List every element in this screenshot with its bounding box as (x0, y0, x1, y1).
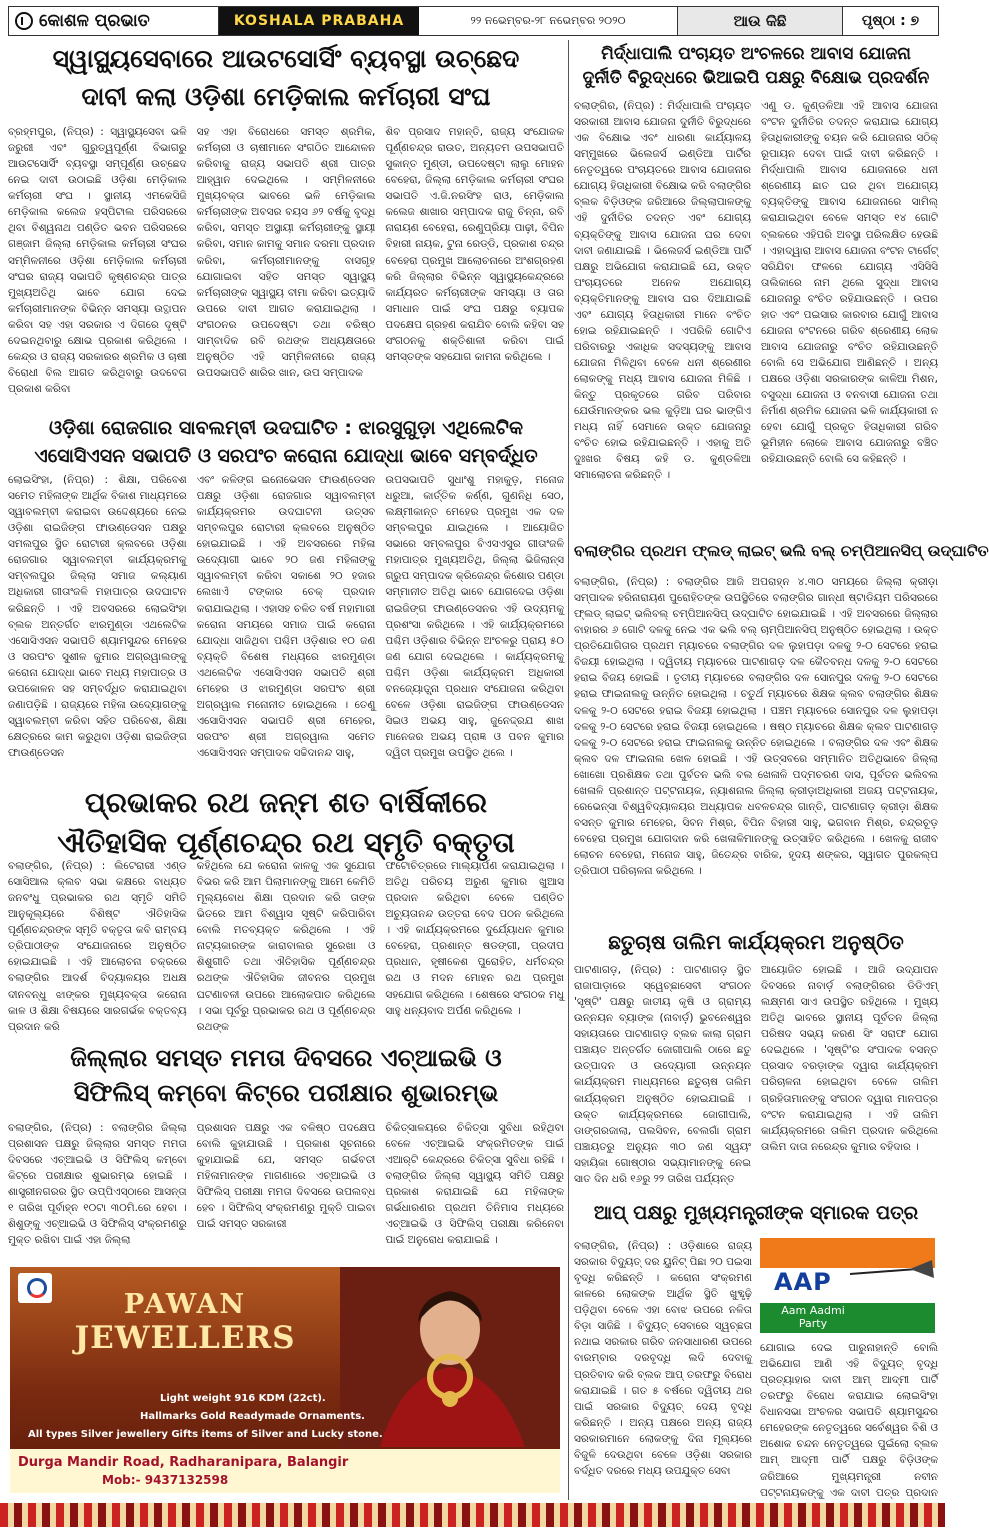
article-a6-body (574, 574, 938, 920)
article-a1-body (8, 124, 564, 409)
article-column: ଫଟୋଚିତ୍ରରେ ମାଲ୍ୟାର୍ପଣ କରାଯାଇଥିଲା । ଅତିଥି ପରିଚୟ ଅରୁଣ କୁମାର ଖୁଆସ ପ୍ରଦାନ କରିଥିବା ବେଳେ ପଣ୍ଡିତ ଅଚ୍ୟୁତାନନ୍ଦ ଉତ୍ତରା ବେଦ ପଠନ କରିଥିଲେ । ଏହି କାର୍ଯ୍ୟକ୍ରମରେ ଦୁର୍ଯ୍ୟୋଧନ କୁମାର ବେହେରା, ପ୍ରଶାନ୍ତ ଷଡଙ୍ଗୀ, ପ୍ରଦୀପ ପ୍ରଧାନ, ହୃଷୀକେଶ ପୁରୋହିତ, ଧର୍ମଚନ୍ଦ୍ର ରଥ ଓ ମଦନ ମୋହନ ରଥ ପ୍ରମୁଖ ସହଯୋଗ କରିଥିଲେ । ଶେଷରେ ସଂଗଠକ ମଧୁ ସାହୁ ଧନ୍ୟବାଦ ଅର୍ପଣ କରିଥିଲେ । (385, 860, 565, 1017)
headline-line: ଏସୋସିଏସନ ସଭାପତି ଓ ସରପଂଚ କରୋନା ଯୋଦ୍ଧା ଭାବେ ସମ୍ବର୍ଦ୍ଧିତ (34, 444, 538, 467)
article-column: ସହ ଏହା ବିରୋଧରେ ସମସ୍ତ ଶ୍ରମିକ, କର୍ମଚାରୀ ଓ ଚାଷୀମାନେ ସଂଗଠିତ ଆନ୍ଦୋଳନ କରିବାକୁ ରାଜ୍ୟ ସଭାପତି ଶ୍ରୀ ପାତ୍ର ଆହ୍ୱାନ ଦେଇଥିଲେ । ସମ୍ମିଳନୀରେ ମୁଖ୍ୟବକ୍ତା ଭାବରେ ଭଳି ମେଡ଼ିକାଲ କର୍ମଚାରୀଙ୍କ ଅବସର ବୟସ ୬୨ ବର୍ଷକୁ ବୃଦ୍ଧି କରିବା, ସମସ୍ତ ଅସ୍ଥାୟୀ କର୍ମଚାରୀଙ୍କୁ ସ୍ଥାୟୀ କରିବା, ସମାନ କାମକୁ ସମାନ ଦରମା ପ୍ରଦାନ କରିବା, କର୍ମଚାରୀମାନଙ୍କୁ ବାସଗୃହ ଯୋଗାଇବା ସହିତ ସମସ୍ତ ସ୍ୱାସ୍ଥ୍ୟ କର୍ମଚାରୀଙ୍କ ସ୍ୱାସ୍ଥ୍ୟ ବୀମା କରିବା ଇତ୍ୟାଦି ଉପରେ ଦାବୀ ଆଗତ କରାଯାଇଥିଲା । ସଂଗଠନର ଉପଦେଷ୍ଟା ତଥା ବରିଷ୍ଠ ସାମ୍ବାଦିକ ରବି ରଥଙ୍କ ଅଧ୍ୟକ୍ଷତାରେ ଅନୁଷ୍ଠିତ ଏହି ସମ୍ମିଳନୀରେ ରାଜ୍ୟ ଉପସଭାପତି ଶାରିର ଖାନ, ଉପ ସମ୍ପାଦକ (196, 126, 376, 379)
headline-line: ମିର୍ଦ୍ଧାପାଲି ପଂଚାୟତ ଅଂଚଳରେ ଆବାସ ଯୋଜନା (601, 44, 911, 64)
article-column: ବଲାଙ୍ଗିର, (ନିପ୍ର) : ବଲାଙ୍ଗିର ଜିଲ୍ଲା ପ୍ରଶାସନ ପକ୍ଷରୁ ଜିଲ୍ଲାର ସମସ୍ତ ମମତା ଦିବସରେ ଏଚ୍‌ଆଇଭି ଓ ସିଫିଲିସ୍ କମ୍ବୋ କିଟ୍‌ରେ ପରୀକ୍ଷାର ଶୁଭାରମ୍ଭ ହୋଇଛି । ଶାସ୍ତ୍ରୀନଗରର ସ୍ଥିତ ଉପ୍ପିଏସ୍‌ଠାରେ ଆସନ୍ତା ୧ ତାରିଖ ପୂର୍ବାହ୍ନ ୧୦ଟା ୩୦ମି.ରେ ହେବା । ଶିଶୁଙ୍କୁ ଏଚ୍‌ଆଇଭି ଓ ସିଫିଲିସ୍ ସଂକ୍ରମଣରୁ ମୁକ୍ତ ରଖିବା ପାଇଁ ଏହା ଜିଲ୍ଲା (8, 1122, 187, 1247)
decorative-border (0, 1503, 945, 1527)
headline-a3 (8, 786, 564, 859)
article-column: ବଲାଙ୍ଗିର, (ନିପ୍ର) : ଓଡ଼ିଶାରେ ରାଜ୍ୟ ସରକାର ବିଦ୍ୟୁତ୍ ଦର ୟୁନିଟ୍ ପିଛା ୨୦ ପଇସା ବୃଦ୍ଧି କରିଛନ୍ତି । କରୋନା ସଂକ୍ରମଣ କାଳରେ ଲୋକଙ୍କ ଆର୍ଥିକ ସ୍ଥିତି ଖୁବ୍ଦୃଢ଼ି ପଡ଼ିଥିବା ବେଳେ ଏହା ବୋଝ ଉପରେ ନଳିତା ବିଡ଼ା ସାଜିଛି । ବିଦ୍ୟୁତ୍ ସେବାରେ ସ୍ୱଚ୍ଛତା ନଥାଇ ସରକାର ଗରିବ ଜନସାଧାରଣ ଉପରେ ବାରମ୍ବାର ଦରବୃଦ୍ଧି ଲଦି ଦେବାକୁ ପ୍ରତିବାଦ କରି ବ୍ଲକ ଆପ୍ ତରଫରୁ ବିରୋଧ କରାଯାଇଛି । ଗତ ୫ ବର୍ଷରେ ଦ୍ୱିତୀୟ ଥର ପାଇଁ ସରକାର ବିଦ୍ୟୁତ୍ ଦେୟ ବୃଦ୍ଧି କରିଛନ୍ତି । ଅନ୍ୟ ପକ୍ଷରେ ଅନ୍ୟ ରାଜ୍ୟ ସରକାରମାନେ ଲୋକଙ୍କୁ ଦିନା ମୂଲ୍ୟରେ ବିଜୁଳି ଦେଉଥିବା ବେଳେ ଓଡ଼ିଶା ସରକାର ବର୍ଦ୍ଧିତ ଦରରେ ମଧ୍ୟ ଉପଯୁକ୍ତ ସେବା (574, 1240, 752, 1477)
bis-hallmark-icon (18, 1273, 52, 1303)
headline-line: ଦୁର୍ନୀତି ବିରୁଦ୍ଧରେ ଭିଆଇପି ପକ୍ଷରୁ ବିକ୍ଷୋଭ ପ୍ରଦର୍ଶନ (582, 68, 930, 89)
article-column: ଏବଂ କଳିଙ୍ଗ ଇନୋଭେସନ ଫାଉଣ୍ଡେସନ ପକ୍ଷରୁ ଓଡ଼ିଶା ରୋଜଗାର ସ୍ୱାବଲମ୍ବୀ କାର୍ଯ୍ୟକ୍ରମର ଉଦଘାଟନୀ ଉତ୍ସବ ସମ୍ବଲପୁର ରୋଟାରୀ କ୍ଲବରେ ଅନୁଷ୍ଠିତ ହୋଇଯାଇଛି । ଏହି ଅବସରରେ ମହିଳା ଉଦ୍ୟୋଗୀ ଭାବେ ୨୦ ଜଣ ମହିଳାଙ୍କୁ ସ୍ୱାବଲମ୍ବୀ କରିବା ସକାଶେ ୨୦ ହଜାର ଲେଖାଏଁ ଟଙ୍କାର ଚେକ୍ ପ୍ରଦାନ କରାଯାଇଥିଲା । ଏହାସହ ଚଳିତ ବର୍ଷ ମହାମାରୀ କରୋନା ସମୟରେ ସମାଜ ପାଇଁ କରୋନା ଯୋଦ୍ଧା ସାଜିଥିବା ପଶ୍ଚିମ ଓଡ଼ିଶାର ୧୦ ଜଣ ବ୍ୟକ୍ତି ବିଶେଷ ମଧ୍ୟରେ ଝାରମୁଣ୍ଡା ଏଥଲେଟିକ ଏସୋସିଏସନ ସଭାପତି ଶ୍ରୀ ମେହେର ଓ ଝାରମୁଣ୍ଡା ସରପଂଚ ଶ୍ରୀ ଅଗ୍ରୱାଲ ମନୋନୀତ ହୋଇଥିଲେ । ତେଣୁ ଏସୋସିଏସନ ସଭାପତି ଶ୍ରୀ ମେହେର, ସରପଂଚ ଶ୍ରୀ ଅଗ୍ରୱାଲ ସମେତ ଏସୋସିଏସନ ସମ୍ପାଦକ ସଚ୍ଚିଦାନନ୍ଦ ସାହୁ, (196, 474, 376, 760)
ad-mobile: Mob:- 9437132598 (102, 1473, 229, 1487)
aap-party-line: Aam Aadmi (781, 1304, 845, 1317)
headline-line: ଛତୁଚାଷ ତାଲିମ କାର୍ଯ୍ୟକ୍ରମ ଅନୁଷ୍ଠିତ (608, 930, 904, 954)
article-column: ବଲାଙ୍ଗିର, (ନିପ୍ର) : ବଲାଙ୍ଗିର ଆଜି ଅପରାହ୍ନ ୪.୩୦ ସମୟରେ ଜିଲ୍ଲା କ୍ରୀଡ଼ା ସମ୍ପାଦକ ହରିନାରାୟଣ ପୁରୋହିତଙ୍କ ଉପସ୍ଥିତିରେ ବଲାଙ୍ଗିର ଗାନ୍ଧୀ ଷ୍ଟାଡିୟମ ପରିସରରେ ଫ୍ଲଡ୍ ଲାଇଟ୍ ଭଲିବଲ୍ ଚମ୍ପିଆନସିପ୍ ଉଦ୍‌ଘାଟିତ ହୋଇଯାଇଛି । ଏହି ଅବସରରେ ଜିଲ୍ଲାର ବାହାରର ୬ ଗୋଟି ଦଳକୁ ନେଇ ଏକ ଭଲି ବଲ୍ ଚାମ୍ପିଆନସିପ୍ ଅନୁଷ୍ଠିତ ହୋଇଥିଲା । ଉକ୍ତ ପ୍ରତିଯୋଗିତାର ପ୍ରଥମ ମ୍ୟାଚରେ ବଲାଙ୍ଗିର ଦଳ ଲୁହାପଡ଼ା ଦଳକୁ ୨-୦ ସେଟରେ ହରାଇ ବିଜୟୀ ହୋଇଥିଲା । ଦ୍ୱିତୀୟ ମ୍ୟାଚରେ ପାଟଣାଗଡ଼ ଦଳ କୈତବନ୍ଧ ଦଳକୁ ୨-୦ ସେଟରେ ହରାଇ ବିଜୟ ହୋଇଛି । ତୃତୀୟ ମ୍ୟାଚରେ ବଲାଙ୍ଗିର ଦଳ ସୋନପୁର ଦଳକୁ ୨-୦ ସେଟରେ ହରାଇ ଫାଇନାଲକୁ ଉନ୍ନିତ ହୋଇଥିଲା । ଚତୁର୍ଥ ମ୍ୟାଚରେ ଶିକ୍ଷକ କ୍ଲବ ବଲାଙ୍ଗିର ଶିକ୍ଷକ ଦଳକୁ ୨-୦ ସେଟରେ ହରାଇ ବିଜୟୀ ହୋଇଥିଲା । ପଞ୍ଚମ ମ୍ୟାଚରେ ସୋନପୁର ଦଳ ଲୁହାପଡ଼ା ଦଳକୁ ୨-୦ ସେଟରେ ହରାଇ ବିଜୟୀ ହୋଇଥିଲେ । ଷଷ୍ଠ ମ୍ୟାଚରେ ଶିକ୍ଷକ କ୍ଲବ ପାଟଣାଗଡ଼ ଦଳକୁ ୨-୦ ସେଟରେ ହରାଇ ଫାଇନାଲକୁ ଉନ୍ନିତ ହୋଇଥିଲେ । ବଲାଙ୍ଗିର ଦଳ ଏବଂ ଶିକ୍ଷକ କ୍ଲବ ଦଳ ଫାଇନାଲ ଖେଳ ହୋଇଛି । ଏହି ଉତ୍ସବରେ ସମ୍ମାନିତ ଅତିଥିଭାବେ ଜିଲ୍ଲା ଖୋଖୋ ପ୍ରଶିକ୍ଷକ ତଥା ପୁର୍ବତନ ଭଲି ବଲ ଖେଳାଳି ପଦ୍ମଚରଣ ଦାସ, ପୂର୍ବତନ ଭଲିବଲ ଖେଳାଳି ପ୍ରଶାନ୍ତ ପଟ୍ଟନାୟକ, ନ୍ୟାଶନାଲ ଜିଲ୍ଲା କ୍ରୀଡ଼ାଅଧିକାରୀ ଅଜୟ ପଟ୍ଟନାୟକ, ରେଭେନ୍ସା ବିଶ୍ୱବିଦ୍ୟାଳୟର ଅଧ୍ୟାପକ ଧବଳଚନ୍ଦ୍ର ଗାନ୍ତି, ପାଟଣାଗଡ଼ କ୍ରୀଡ଼ା ଶିକ୍ଷକ ବସନ୍ତ କୁମାର ମେହେର, ସିବନ ମିଶ୍ର, ବିପିନ ବିହାରୀ ସାହୁ, ଭଗବାନ ମିଶ୍ର, ଚନ୍ଦ୍ରଚୂଡ଼ ବେହେରା ପ୍ରମୁଖ ଯୋଗଦାନ କରି ଖେଳାଳିମାନଙ୍କୁ ଉତ୍ସାହିତ କରିଥିଲେ । ଖେଳକୁ ରାଜୀବ ଲୋଚନ ବେହେରା, ମନୋଜ ସାହୁ, ଜିତେନ୍ଦ୍ର ବାରିକ, ହୃଦୟ ଶଙ୍କର, ସ୍ୱାଗତ ପୁରକଲ୍ପ ତ୍ରିପାଠୀ ପରିଚାଳନା କରିଥିଲେ । (574, 576, 938, 878)
article-column: ପ୍ରଶାସନ ପକ୍ଷରୁ ଏକ ବଳିଷ୍ଠ ପଦକ୍ଷେପ ବୋଲି କୁହାଯାଉଛି । ପ୍ରକାଶ ସୂଚନାରେ କୁହାଯାଇଛି ଯେ, ସମସ୍ତ ଗର୍ଭବତୀ ମହିଳାମାନଙ୍କ ମାଗଣାରେ ଏଚ୍‌ଆଇଭି ଓ ସିଫିଲିସ୍ ପରୀକ୍ଷା ମମତା ଦିବସରେ ଉପଲବ୍ଧ ହେବ । ସିଫିଲିସ୍ ସଂକ୍ରମଣରୁ ମୁକ୍ତି ପାଇବା ପାଇଁ ସମସ୍ତ ସରକାରୀ (196, 1122, 376, 1231)
article-column: ବଲାଙ୍ଗିର, (ନିପ୍ର) : ମିର୍ଦ୍ଧାପାଲି ପଂଚାୟତ ସରକାରୀ ଆବାସ ଯୋଜନା ଦୁର୍ନୀତି ବିରୁଦ୍ଧରେ ଏକ ବିକ୍ଷୋଭ ଏବଂ ଧାରଣା କାର୍ଯ୍ୟାଳୟ ସମ୍ମୁଖରେ ଭିଲେଜର୍ସ ଇଣ୍ଡିଆ ପାର୍ଟିର ନେତୃତ୍ୱରେ ପଂଚାୟତରେ ଆବାସ ଯୋଜନାର ଯୋଗ୍ୟ ହିତାଧିକାରୀ ବିକ୍ଷୋଭ କରି ବଲାଙ୍ଗିର ବ୍ଲକ ବିଡ଼ିଓଙ୍କ ଜରିଆରେ ଜିଲ୍ଲାପାଳଙ୍କୁ ଏହି ଦୁର୍ନୀତିର ତଦନ୍ତ ଏବଂ ଯୋଗ୍ୟ ବ୍ୟକ୍ତିଙ୍କୁ ଆବାସ ଯୋଜନା ଘର ଦେବା ଦାବୀ ଜଣାଯାଇଛି । ଭିଲେଜର୍ସ ଇଣ୍ଡିଆ ପାର୍ଟି ପକ୍ଷରୁ ଅଭିଯୋଗ କରାଯାଇଛି ଯେ, ଉକ୍ତ ପଂଚାୟତରେ ଅନେକ ଅଯୋଗ୍ୟ ବ୍ୟକ୍ତିମାନଙ୍କୁ ଆବାସ ଘର ଦିଆଯାଇଛି ଏବଂ ଯୋଗ୍ୟ ହିତାଧିକାରୀ ମାନେ ବଂଚିତ ହୋଇ ରହିଯାଇଛନ୍ତି । ଏପରିକି ଗୋଟିଏ ପରିବାରରୁ ଏକାଧିକ ସଦସ୍ୟଙ୍କୁ ଆବାସ ଯୋଜନା ମିଳିଥିବା ବେଳେ ଧନୀ ଶ୍ରେଣୀର ଲୋକଙ୍କୁ ମଧ୍ୟ ଆବାସ ଯୋଜନା ମିଳିଛି । କିନ୍ତୁ ପ୍ରକୃତରେ ଗରିବ ପରିବାର ଯେଉଁମାନଙ୍କର ଭଲ କୁଡ଼ିଆ ଘର ଭାଙ୍ଗିଏ ମଧ୍ୟ ନାହିଁ ସେମାନେ ଉକ୍ତ ଯୋଜନାରୁ ବଂଚିତ ହୋଇ ରହିଯାଇଛନ୍ତି । ଏହାକୁ ଅତି ଦୁଃଖର ବିଷୟ କହି ଡ. କୁଣ୍ଡଳିଆ ସମାଲୋଚନା କରିଛନ୍ତି । (574, 100, 751, 482)
headline-a1 (8, 44, 564, 112)
article-a2-body (8, 472, 564, 774)
aap-logo-text: AAP (774, 1268, 832, 1296)
brand-name: KOSHALA PRABAHA (219, 7, 419, 35)
jeweller-name-line: PAWAN (123, 1289, 247, 1320)
aap-party-line: Party (798, 1317, 828, 1331)
jewellers-ad (10, 1267, 560, 1493)
ad-silver-text: All types Silver jewellery Gifts items of Silver and Lucky stone. (28, 1429, 383, 1440)
headline-a2 (8, 417, 564, 468)
headline-a4 (8, 1044, 564, 1108)
article-column: ଲୋଇସିଂହା, (ନିପ୍ର) : ଶିକ୍ଷା, ପରିବେଶ ସମେତ ମହିଳାଙ୍କ ଆର୍ଥିକ ବିକାଶ ମାଧ୍ୟମରେ ସ୍ୱାବଲମ୍ବୀ କରାଇବା ଉଦ୍ଦେଶ୍ୟରେ ନେଇ ଓଡ଼ିଶା ରାଇଜିଙ୍ଗ ଫାଉଣ୍ଡେସନ ପକ୍ଷରୁ ସମଲପୁର ସ୍ଥିତ ରୋଟାରୀ କ୍ଲବରେ ଓଡ଼ିଶା ରୋଜଗାର ସ୍ୱାବଲମ୍ବୀ କାର୍ଯ୍ୟକ୍ରମକୁ ସମ୍ବଲପୁର ଜିଲ୍ଲା ସମାଜ କଲ୍ୟାଣ ଅଧିକାରୀ ଗୀତାଂଜଳି ମହାପାତ୍ର ଉଦଘାଟନ କରିଛନ୍ତି । ଏହି ଅବସରରେ ଲୋଇସିଂହା ବ୍ଲକ ଅନ୍ତର୍ଗତ ଝାରମୁଣ୍ଡା ଏଥଲେଟିକ ଏସୋସିଏସନ ସଭାପତି ଶ୍ୟାମସୁନ୍ଦର ମେହେର ଓ ସରପଂଚ ସୁଶୀଳ କୁମାର ଅଗ୍ରୱାଲଙ୍କୁ କରୋନା ଯୋଦ୍ଧା ଭାବେ ମଧ୍ୟ ମହାପାତ୍ର ଓ ଉପକୋଳନ ସହ ସମ୍ବର୍ଦ୍ଧିତ କରାଯାଇଥିବା ଜଣାପଡ଼ିଛି । ରାଜ୍ୟରେ ମହିଳା ଉଦ୍ୟୋଗଙ୍କୁ ସ୍ୱାବଲମ୍ବୀ କରିବା ସହିତ ପରିବେଶ, ଶିକ୍ଷା କ୍ଷେତ୍ରରେ କାମ କରୁଥିବା ଓଡ଼ିଶା ରାଇଜିଙ୍ଗ ଫାଉଣ୍ଡେସନ (8, 474, 187, 760)
logo-emblem-icon (15, 12, 33, 30)
ad-hallmark-text: Hallmarks Gold Readymade Ornaments. (140, 1411, 365, 1422)
headline-a8 (574, 1202, 938, 1225)
aap-party-name (768, 1304, 858, 1330)
ad-spec-text: Light weight 916 KDM (22ct). (160, 1393, 326, 1404)
headline-a7 (574, 930, 938, 954)
bride-model-image (340, 1267, 560, 1447)
section-name: ଆଉ କିଛି (678, 7, 843, 35)
headline-line: ସିଫିଲିସ୍ କମ୍ବୋ କିଟ୍‌ରେ ପରୀକ୍ଷାର ଶୁଭାରମ୍ଭ (73, 1078, 499, 1107)
headline-line: ପ୍ରଭାକର ରଥ ଜନ୍ମ ଶତ ବାର୍ଷିକୀରେ (84, 786, 488, 819)
article-column: ବ୍ରହ୍ମପୁର, (ନିପ୍ର) : ସ୍ୱାସ୍ଥ୍ୟସେବା ଭଳି ଜରୁରୀ ଏବଂ ଗୁରୁତ୍ୱପୂର୍ଣ୍ଣ ବିଭାଗରୁ ଆଉଟସୋର୍ସିଂ ବ୍ୟବସ୍ଥା ସମ୍ପୂର୍ଣ୍ଣ ଉଚ୍ଛେଦ ନେଇ ଦାବୀ ଉଠାଇଛି ଓଡ଼ିଶା ମେଡ଼ିକାଲ କର୍ମଚାରୀ ସଂଘ । ସ୍ଥାନୀୟ ଏମକେସିଜି ମେଡ଼ିକାଲ କଲେଜ ହସ୍ପିଟାଲ ପରିସରରେ ଥିବା ବିଶ୍ୱନାଥ ପଣ୍ଡିତ ଭବନ ପରିସରରେ ଗଞ୍ଜାମ ଜିଲ୍ଲା ମେଡ଼ିକାଲ କର୍ମଚାରୀ ସଂଘର ସମ୍ମିଳନୀରେ ଓଡ଼ିଶା ମେଡ଼ିକାଲ କର୍ମଚାରୀ ସଂଘର ରାଜ୍ୟ ସଭାପତି କୃଷ୍ଣଚନ୍ଦ୍ର ପାତ୍ର ମୁଖ୍ୟଅତିଥି ଭାବେ ଯୋଗ ଦେଇ କର୍ମଚାରୀମାନଙ୍କ ବିଭିନ୍ନ ସମସ୍ୟା ଉତ୍ଥାପନ କରିବା ସହ ଏହା ସରକାର ଏ ଦିଗରେ ଦୃଷ୍ଟି ଦେଇନଥିବାରୁ କ୍ଷୋଭ ପ୍ରକାଶ କରିଥିଲେ । କେନ୍ଦ୍ର ଓ ରାଜ୍ୟ ସରକାରର ଶ୍ରମିକ ଓ ଚାଷୀ ବିରୋଧୀ ବିଲ ଆଗତ କରିଥିବାରୁ ଉଦବେଗ ପ୍ରକାଶ କରିବା (8, 126, 187, 395)
headline-line: ସ୍ୱାସ୍ଥ୍ୟସେବାରେ ଆଉଟସୋର୍ସିଂ ବ୍ୟବସ୍ଥା ଉଚ୍ଛେଦ (52, 44, 520, 73)
masthead (8, 6, 939, 36)
article-a3-body (8, 858, 565, 1033)
aap-logo-ad (760, 1238, 935, 1333)
headline-line: ଓଡ଼ିଶା ରୋଜଗାର ସାବଲମ୍ବୀ ଉଦଘାଟିତ : ଝାରସୁଗୁଡ଼ା ଏଥିଲେଟିକ (48, 417, 524, 439)
article-column: ଚିକିତ୍ସାଳୟରେ ଚିକିତ୍ସା ସୁବିଧା ରହିଥିବା ବେଳେ ଏଚ୍‌ଆଇଭି ସଂକ୍ରମିତଙ୍କ ପାଇଁ ଏଆର୍‌ଟି କେନ୍ଦ୍ରରେ ଚିକିତ୍ସା ସୁବିଧା ରହିଛି । ବଲାଙ୍ଗିର ଜିଲ୍ଲା ସ୍ୱାସ୍ଥ୍ୟ ସମିତି ପକ୍ଷରୁ ପ୍ରକାଶ କରାଯାଇଛି ଯେ ମହିଳାଙ୍କ ଗର୍ଭଧାରଣର ପ୍ରଥମ ତିନିମାସ ମଧ୍ୟରେ ଏଚ୍‌ଆଇଭି ଓ ସିଫିଲିସ୍ ପରୀକ୍ଷା କରିନେବା ପାଇଁ ଅନୁରୋଧ କରାଯାଇଛି । (385, 1122, 565, 1247)
article-column: ଏଣୁ ଡ. କୁଣ୍ଡଳିଆ ଏହି ଆବାସ ଯୋଜନା ବଂଟନ ଦୁର୍ନୀତିର ତଦନ୍ତ କରାଯାଇ ଯୋଗ୍ୟ ହିତାଧିକାରୀଙ୍କୁ ଚୟନ କରି ଯୋଜନାର ସଠିକ୍ ରୂପାୟନ ଦେବା ପାଇଁ ଦାବୀ କରିଛନ୍ତି । ମିର୍ଦ୍ଧାପାଲି ଆବାସ ଯୋଜନାରେ ଧନୀ ଶ୍ରେଣୀୟ ଛାତ ଘର ଥିବା ଅଯୋଗ୍ୟ ବ୍ୟକ୍ତିଙ୍କୁ ଆବାସ ଯୋଜନାରେ ସାମିଲ୍ କରାଯାଇଥିବା ବେଳେ ସମସ୍ତ ୧୪ ଗୋଟି ବ୍ଲକରେ ଏହିପରି ଅବସ୍ଥା ପରିଲକ୍ଷିତ ହେଉଛି । ଏହାଦ୍ୱାରା ଆବାସ ଯୋଜନା ବଂଟନ ଟାର୍ଗେଟ୍ ସରିଯିବା ଫଳରେ ଯୋଗ୍ୟ ଏସିସିସି ତାଲିକାରେ ନାମ ଥିଲେ ସୁଦ୍ଧା ଆବାସ ଯୋଜନାରୁ ବଂଚିତ ରହିଯାଉଛନ୍ତି । ଉପର ହାତ ଏବଂ ପଇସାର କାରବାର ଯୋଗୁଁ ଆବାସ ଯୋଜନା ବଂଟନରେ ଗରିବ ଶ୍ରେଣୀୟ ଲୋକ ଆବାସ ଯୋଜନାରୁ ବଂଚିତ ରହିଯାଉଛନ୍ତି ବୋଲି ସେ ଅଭିଯୋଗ ଆଣିଛନ୍ତି । ଅନ୍ୟ ପକ୍ଷରେ ଓଡ଼ିଶା ସରକାରଙ୍କ କାଳିଆ ମିଶନ, ବସୁଦ୍ଧା ଯୋଜନା ଓ ବନବାସୀ ଯୋଜନା ତଥା ନିର୍ମାଣ ଶ୍ରମିକ ଯୋଜନା ଭଳି କାର୍ଯ୍ୟକାରୀ ନ ହେବା ଯୋଗୁଁ ପ୍ରକୃତ ହିତାଧିକାରୀ ଗରିବ ଭୂମିହୀନ ଲୋକେ ଆବାସ ଯୋଜନାରୁ ବଞ୍ଚିତ ରହିଯାଉଛନ୍ତି ବୋଲି ସେ କହିଛନ୍ତି । (761, 100, 938, 466)
article-a7-body (574, 962, 938, 1194)
headline-line: ଐତିହାସିକ ପୂର୍ଣ୍ଣଚନ୍ଦ୍ର ରଥ ସ୍ମୃତି ବକ୍ତୃତା (57, 825, 515, 859)
headline-a5 (574, 44, 938, 89)
article-a4-body (8, 1120, 564, 1262)
newspaper-logo (9, 7, 219, 35)
article-column: କହିଥିଲେ ଯେ କରୋନା କାଳକୁ ଏକ ସୁଯୋଗ ବିଭର କରି ଆମ ପିଲାମାନଙ୍କୁ ଆମେ କେମିତି ମୂଲ୍ୟବୋଧ ଶିକ୍ଷା ପ୍ରଦାନ କରି ତାଙ୍କ ଭିତରେ ଆମ ବିଶ୍ୱାସ ସୃଷ୍ଟି କରିପାରିବା ବୋଲି ମତବ୍ୟକ୍ତ କରିଥିଲେ । ଏହି ନାଟ୍ୟକାରଙ୍କ କାରାବାଲର ସୁରେଖା ଓ ଶିଶୁଗୀତି ତଥା ଐତିହାସିକ ପୂର୍ଣ୍ଣଚନ୍ଦ୍ର ରଥଙ୍କ ଐତିହାସିକ ଜୀବନର ପ୍ରମୁଖ ଘଟଣାବଳୀ ଉପରେ ଆଲୋକପାତ କରିଥିଲେ । ସଭା ପୂର୍ବରୁ ପ୍ରଭାକର ରଥ ଓ ପୂର୍ଣ୍ଣଚନ୍ଦ୍ର ରଥଙ୍କ (196, 860, 376, 1033)
article-column: ଉପସଭାପତି ସୁଧାଂଶୁ ମହାକୁଡ଼, ମନୋଜ ଧରୁଆ, କାର୍ତ୍ତିକ କର୍ଣ୍ଣ, ଗୁଣନିଧି ସେଠ, ଲକ୍ଷ୍ମୀକାନ୍ତ ମେହେର ପ୍ରମୁଖ ଏକ ଦଳ ସମ୍ବଲପୁର ଯାଇଥିଲେ । ଆୟୋଜିତ ସଭାରେ ସମ୍ବଲପୁର ବିଏସଏସୁର ଗୀତାଂଜଳି ମହାପାତ୍ର ମୁଖ୍ୟଅତିଥି, ଜିଲ୍ଲା ଭିଜିଲାନ୍ସ ଗ୍ରୁପ ସମ୍ପାଦକ କ୍ରିଜେନ୍ଦ୍ର କିଶୋର ପଣ୍ଡା ସମ୍ମାନୀତ ଅତିଥି ଭାବେ ଯୋଗଦେଇ ଓଡ଼ିଶା ରାଇଜିଙ୍ଗ ଫାଉଣ୍ଡେସନର ଏହି ଉଦ୍ୟମକୁ ପ୍ରଶଂସା କରିଥିଲେ । ଏହି କାର୍ଯ୍ୟକ୍ରମରେ ପଶ୍ଚିମ ଓଡ଼ିଶାର ବିଭିନ୍ନ ଅଂଚଳରୁ ପ୍ରାୟ ୫୦ ଜଣ ଯୋଗ ଦେଇଥିଲେ । କାର୍ଯ୍ୟକ୍ରମକୁ ପଶ୍ଚିମ ଓଡ଼ିଶା କାର୍ଯ୍ୟକ୍ରମ ଅଧିକାରୀ ବନଜ୍ୟୋତ୍ସ୍ନା ପ୍ରଧାନ ସଂଯୋଜନା କରିଥିବା ବେଳେ ଓଡ଼ିଶା ରାଇଜିଙ୍ଗ ଫାଉଣ୍ଡେସନ ସିଇଓ ଅଭୟ ସାହୁ, ଜୁନେଦ୍ଦ୍ରଯ ଶାଖ ମାନେଜର ଅଭୟ ପ୍ରାଜ୍ଞ ଓ ପବନ କୁମାର ଦ୍ୱିତୀ ପ୍ରମୁଖ ଉପସ୍ଥିତ ଥିଲେ । (385, 474, 565, 760)
column-divider (568, 40, 569, 1500)
ad-address: Durga Mandir Road, Radharanipara, Balangir (18, 1455, 349, 1470)
article-column: ଶିବ ପ୍ରସାଦ ମହାନ୍ତି, ରାଜ୍ୟ ସଂଯୋଜକ ପୂର୍ଣ୍ଣଚନ୍ଦ୍ର ରାଉତ, ଅନ୍ୟତମ ଉପସଭାପତି ସୁକାନ୍ତ ମୁଣ୍ଡୀ, ଉପଦେଷ୍ଟା ଲାଲୁ ମୋହନ ବେହେରା, ଜିଲ୍ଲା ମେଡ଼ିକାଲ କର୍ମଚାରୀ ସଂଘର ସଭାପତି ଏ.ଜି.ନରସିଂହ ରାଓ, ମେଡ଼ିକାଲ କଲେଜ ଶାଖାର ସମ୍ପାଦକ ରାଜୁ ଚିନ୍ନା, ରବି ନାରାୟଣ ବେହେରା, ରେଣୁପ୍ରିୟା ପାଢ଼ୀ, ବିପିନ ବିହାରୀ ନାୟକ, ଟୁନା ରେଡ୍ଡି, ପ୍ରକାଶ ଚନ୍ଦ୍ର ବେହେରା ପ୍ରମୁଖ ଆଲୋଚନାରେ ଅଂଶଗ୍ରହଣ କରି ଜିଲ୍ଲାର ବିଭିନ୍ନ ସ୍ୱାସ୍ଥ୍ୟକେନ୍ଦ୍ରରେ କାର୍ଯ୍ୟରତ କର୍ମଚାରୀଙ୍କ ସମସ୍ୟା ଓ ତାର ସମାଧାନ ପାଇଁ ସଂଘ ପକ୍ଷରୁ ବ୍ୟାପକ ପଦକ୍ଷେପ ଗ୍ରହଣ କରାଯିବ ବୋଲି କହିବା ସହ ସଂଗଠନକୁ ଶକ୍ତିଶାଳୀ କରିବା ପାଇଁ ସମସ୍ତଙ୍କ ସହଯୋଗ କାମନା କରିଥିଲେ । (385, 126, 565, 363)
headline-a6 (574, 542, 989, 561)
jeweller-name-line: JEWELLERS (74, 1320, 296, 1356)
article-a5-body (574, 98, 938, 530)
jeweller-name (50, 1289, 320, 1356)
article-column: ଆୟୋଜିତ ହୋଇଛି । ଆଜି ଉଦ୍‌ଯାପନ ଦିବସରେ ନାବାର୍ଡ଼ ବଲାଙ୍ଗିରର ଡିଡିଏମ୍ ଲକ୍ଷ୍ମଣ ସାଏ ଉପସ୍ଥିତ ରହିଥିଲେ । ମୁଖ୍ୟ ଅତିଥି ଭାବରେ ସ୍ଥାନୀୟ ପୂର୍ବତନ ଜିଲ୍ଲା ପରିଷଦ ସଭ୍ୟ କରଣ ସିଂ ସରାଫ ଯୋଗ ଦେଇଥିଲେ । 'ସୃଷ୍ଟି'ର ସଂପାଦକ ବସନ୍ତ ପ୍ରସାଦ ବରଡ଼ାଙ୍କ ଦ୍ୱାରା କାର୍ଯ୍ୟକ୍ରମ ପରିଚାଳନା ହୋଇଥିବା ବେଳେ ତାଲିମ ଗ୍ରହିତାମାନଙ୍କୁ ସଂଗଠନ ଦ୍ୱାରା ମାନପତ୍ର ବଂଟନ କରାଯାଇଥିଲା । ଏହି ତାଲିମ କାର୍ଯ୍ୟକ୍ରମରେ ତାଲିମ ପ୍ରଦାନ କରିଥିଲେ ତାଲିମ ଦାତା ନରେନ୍ଦ୍ର କୁମାର ବହିଦାର । (761, 964, 938, 1153)
page-number: ପୃଷ୍ଠା : ୭ (861, 13, 920, 29)
article-column: ବଲାଙ୍ଗିର, (ନିପ୍ର) : ଲିଟେରାରୀ ଏଣ୍ଡ ସୋସିଆଲ କ୍ଲବ ସଭା କକ୍ଷରେ ବାଧ୍ୟତ ଜନବଂଧୁ ପ୍ରଭାକର ରଥ ସ୍ମୃତି ସମିତି ଆନୁକୂଲ୍ୟରେ ବିଶିଷ୍ଟ ଐତିହାସିକ ପୂର୍ଣ୍ଣଚନ୍ଦ୍ରଙ୍କ ସ୍ମୃତି ବକ୍ତୃତା କବି ରାମ୍ବୟ ତ୍ରିପାଠୀଙ୍କ ସଂଯୋଜନାରେ ଅନୁଷ୍ଠିତ ହୋଇଯାଇଛି । ଏହି ଆଲୋଚନା ଚକ୍ରରେ ବଲାଙ୍ଗିର ଆଦର୍ଶ ବିଦ୍ୟାଳୟର ଅଧକ୍ଷ ଦୀନବନ୍ଧୁ ଝାଙ୍କର ମୁଖ୍ୟବକ୍ତା କରୋନା କାଳ ଓ ଶିକ୍ଷା ବିଷୟରେ ସାରଗର୍ଭକ ବକ୍ତବ୍ୟ ପ୍ରଦାନ କରି (8, 860, 187, 1033)
headline-line: ବଲାଙ୍ଗିର ପ୍ରଥମ ଫ୍ଲଡ୍ ଲାଇଟ୍ ଭଲି ବଲ୍ ଚମ୍ପିଆନସିପ୍ ଉଦ୍‌ଘାଟିତ (574, 542, 989, 560)
logo-text: କୋଶଳ ପ୍ରଭାତ (39, 11, 150, 31)
headline-line: ଦାବୀ କଲା ଓଡ଼ିଶା ମେଡ଼ିକାଲ କର୍ମଚାରୀ ସଂଘ (81, 82, 491, 111)
article-column: ଯୋଗାଇ ଦେଇ ପାରୁନାହାନ୍ତି ବୋଲି ଅଭିଯୋଗ ଆଣି ଏହି ବିଦ୍ୟୁତ୍ ବୃଦ୍ଧି ପ୍ରତ୍ୟାହାର ଦାବୀ ଆମ୍ ଆଦ୍‌ମୀ ପାର୍ଟି ତରଫରୁ ବିରୋଧ କରାଯାଇ ଲୋଇସିଂହା ବିଧାନସଭା ଅଂଚଳର ସଭାପତି ଶ୍ୟାମସୁନ୍ଦର ମେହେରଙ୍କ ନେତୃତ୍ୱରେ ସର୍ବେଶ୍ୱର ବିଶି ଓ ଅଶୋକ ଚନ୍ଦନ ନେତୃତ୍ୱରେ ପୁଇଁଲୋ ବ୍ଲକ ଆମ୍ ଆଦ୍‌ମୀ ପାର୍ଟି ପକ୍ଷରୁ ବିଡ଼ିଓଙ୍କ ଜରିଆରେ ମୁଖ୍ୟମନ୍ତ୍ରୀ ନବୀନ ପଟ୍ଟନାୟକଙ୍କୁ ଏକ ଦାବୀ ପତ୍ର ପ୍ରଦାନ (760, 1342, 938, 1499)
issue-date: ୨୨ ନଭେମ୍ବର-୨୮ ନଭେମ୍ବର ୨୦୨୦ (419, 7, 678, 35)
headline-line: ଆପ୍ ପକ୍ଷରୁ ମୁଖ୍ୟମନ୍ତ୍ରୀଙ୍କ ସ୍ମାରକ ପତ୍ର (593, 1202, 919, 1224)
article-column: ପାଟଣାଗଡ଼, (ନିପ୍ର) : ପାଟଣାଗଡ଼ ସ୍ଥିତ ରାଜାପାଡ଼ାରେ ସ୍ୱେଚ୍ଛାସେବୀ ସଂଗଠନ 'ସୃଷ୍ଟି' ପକ୍ଷରୁ ଜାତୀୟ କୃଷି ଓ ଗ୍ରାମ୍ୟ ଉନ୍ନୟନ ବ୍ୟାଙ୍କ (ନାବାର୍ଡ଼) ଭୁବନେଶ୍ୱର ସହାୟତାରେ ପାଟଣାଗଡ଼ ବ୍ଲକ କାଲା ଗ୍ରାମ ପଞ୍ଚାୟତ ଅନ୍ତର୍ଗତ ଜୋଗୀପାଲି ଠାରେ ଛତୁ ଉତ୍ପାଦନ ଓ ଉଦ୍ୟୋଗୀ ଉନ୍ନୟନ କାର୍ଯ୍ୟକ୍ରମ ମାଧ୍ୟମରେ ଛତୁଚାଷ ତାଲିମ କାର୍ଯ୍ୟକ୍ରମ ଅନୁଷ୍ଠିତ ହୋଇଯାଇଛି । ଉକ୍ତ କାର୍ଯ୍ୟକ୍ରମରେ ଜୋଗୀପାଲି, ଡାଙ୍ଗରଜାଲା, ପଲସିବନ, ବେଲଗାଁ ଗ୍ରାମ ପଞ୍ଚାୟତରୁ ଅନ୍ୟୁନ ୩୦ ଜଣ ସ୍ୱୟଂ ସହାୟିକା ଗୋଷ୍ଠୀର ସଭ୍ୟାମାନଙ୍କୁ ନେଇ ସାତ ଦିନ ଧରି ୧୬ରୁ ୨୨ ତାରିଖ ପର୍ଯ୍ୟନ୍ତ (574, 964, 751, 1185)
headline-line: ଜିଲ୍ଲାର ସମସ୍ତ ମମତା ଦିବସରେ ଏଚ୍‌ଆଇଭି ଓ (70, 1044, 502, 1072)
